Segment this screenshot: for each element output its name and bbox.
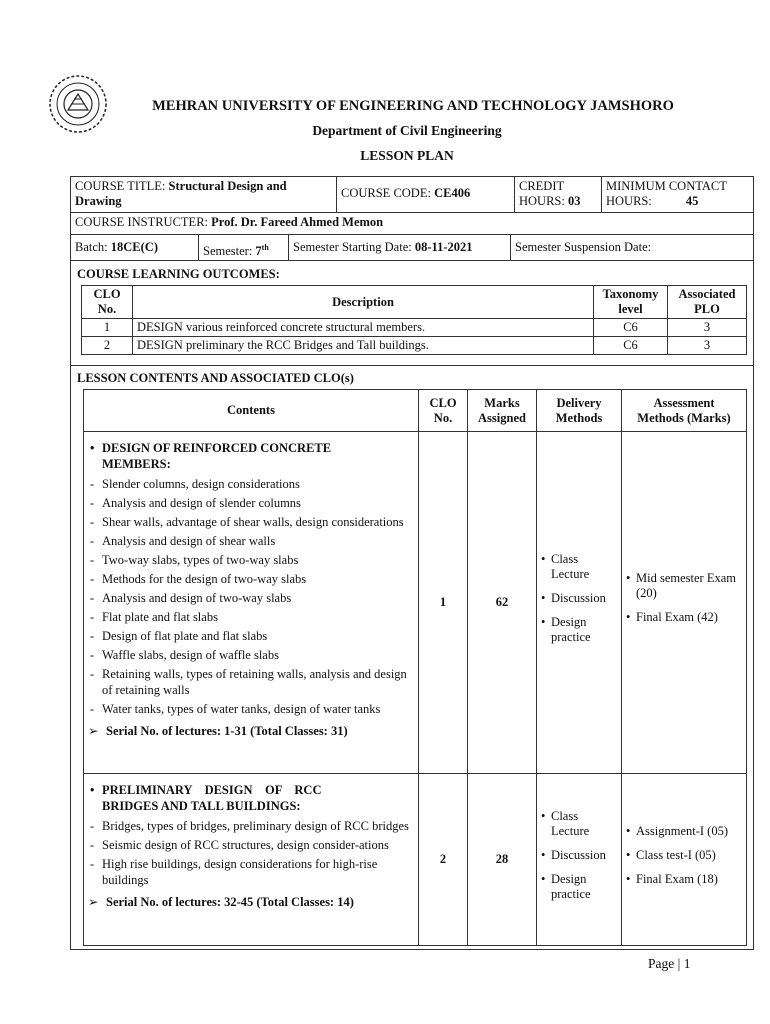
clo-table: [81, 285, 747, 355]
credit-hours-label-line2: HOURS:: [519, 194, 568, 208]
clo-heading: COURSE LEARNING OUTCOMES:: [77, 267, 280, 281]
lesson-items: [88, 476, 414, 717]
page-number: Page | 1: [648, 956, 691, 971]
instructor-row: [71, 213, 753, 235]
marks-header: [468, 390, 537, 432]
clo-row: [82, 337, 747, 355]
course-title-value: Structural Design and: [168, 179, 287, 193]
clo-taxonomy-header-line1: Taxonomy: [602, 287, 659, 301]
document-title: LESSON PLAN: [360, 148, 454, 163]
delivery-method: • Discussion: [541, 848, 617, 863]
clo-row-plo: 3: [668, 319, 747, 337]
lesson-item: - Waffle slabs, design of waffle slabs: [88, 647, 414, 663]
assessment-methods-cell: [622, 432, 747, 774]
lesson-contents-cell: [84, 432, 419, 774]
lesson-item: - Flat plate and flat slabs: [88, 609, 414, 625]
section-marks: 28: [468, 774, 537, 946]
delivery-methods-cell: [537, 774, 622, 946]
course-code-value: CE406: [434, 186, 471, 200]
delivery-header: [537, 390, 622, 432]
lesson-plan-form: [70, 176, 754, 950]
assessment-header-line1: Assessment: [653, 395, 715, 410]
lesson-item: - Analysis and design of shear walls: [88, 533, 414, 549]
assessment-header-line2: Methods (Marks): [637, 410, 731, 425]
lesson-item: - Slender columns, design considerations: [88, 476, 414, 492]
clo-no-col-header: [419, 390, 468, 432]
delivery-methods: [541, 552, 617, 645]
section-clo: 1: [419, 432, 468, 774]
lesson-topic-line2: BRIDGES AND TALL BUILDINGS:: [102, 799, 301, 813]
delivery-methods-cell: [537, 432, 622, 774]
start-date-cell: [289, 235, 511, 260]
assessment-methods: [626, 571, 742, 625]
course-code-cell: [337, 177, 515, 212]
contact-hours-value: 45: [685, 194, 699, 208]
credit-hours-cell: [515, 177, 602, 212]
course-title-cell: [71, 177, 337, 212]
delivery-method: • Class Lecture: [541, 552, 617, 582]
batch-cell: [71, 235, 199, 260]
clo-row-plo: 3: [668, 337, 747, 355]
assessment-method: • Final Exam (18): [626, 872, 742, 887]
clo-taxonomy-header: [594, 286, 668, 319]
lessons-divider: [71, 365, 753, 366]
contact-hours-label: MINIMUM CONTACT: [606, 179, 727, 193]
university-name: MEHRAN UNIVERSITY OF ENGINEERING AND TECHNOLOGY JAMSHORO: [152, 98, 674, 114]
semester-cell: [199, 235, 289, 260]
lesson-section-row: [84, 774, 747, 946]
delivery-methods: [541, 809, 617, 902]
lesson-topic-line1: DESIGN OF REINFORCED CONCRETE: [102, 441, 332, 455]
lesson-item: - Analysis and design of slender columns: [88, 495, 414, 511]
clo-row: [82, 319, 747, 337]
department-name: Department of Civil Engineering: [312, 123, 502, 138]
lesson-item: - Analysis and design of two-way slabs: [88, 590, 414, 606]
contents-header: Contents: [84, 390, 419, 432]
delivery-header-line2: Methods: [555, 410, 603, 425]
lessons-table: [83, 389, 747, 946]
clo-taxonomy-header-line2: level: [618, 302, 643, 316]
batch-label: Batch:: [75, 240, 111, 254]
clo-plo-header-line1: Associated: [678, 287, 736, 301]
course-info-row: [71, 177, 753, 213]
clo-no-col-header-line2: No.: [433, 410, 453, 425]
clo-row-no: 1: [82, 319, 133, 337]
clo-plo-header-line2: PLO: [694, 302, 720, 316]
lesson-items: [88, 818, 414, 888]
clo-row-desc: DESIGN various reinforced concrete structural members.: [133, 319, 594, 337]
semester-value: 7: [255, 244, 262, 259]
clo-row-taxonomy: C6: [594, 337, 668, 355]
clo-no-header: [82, 286, 133, 319]
course-title-value-line2: Drawing: [75, 194, 122, 208]
assessment-method: • Class test-I (05): [626, 848, 742, 863]
clo-no-col-header-line1: CLO: [429, 395, 457, 410]
clo-plo-header: [668, 286, 747, 319]
contact-hours-cell: [602, 177, 753, 212]
lesson-item: - Methods for the design of two-way slabs: [88, 571, 414, 587]
course-title-label: COURSE TITLE:: [75, 179, 169, 193]
marks-header-line1: Marks: [484, 395, 520, 410]
assessment-methods: [626, 824, 742, 887]
lesson-contents-cell: [84, 774, 419, 946]
lesson-section-row: [84, 432, 747, 774]
instructor-label: COURSE INSTRUCTER:: [75, 215, 212, 229]
lesson-item: - Seismic design of RCC structures, design consider-ations: [88, 837, 414, 853]
clo-row-no: 2: [82, 337, 133, 355]
batch-value: 18CE(C): [110, 240, 158, 254]
contact-hours-label-line2: HOURS:: [606, 194, 652, 208]
assessment-method: • Mid semester Exam (20): [626, 571, 742, 601]
lesson-item: - Design of flat plate and flat slabs: [88, 628, 414, 644]
delivery-method: • Design practice: [541, 872, 617, 902]
clo-header-row: [82, 286, 747, 319]
clo-row-desc: DESIGN preliminary the RCC Bridges and Tall buildings.: [133, 337, 594, 355]
lecture-serial: ➢ Serial No. of lectures: 32-45 (Total Classes: 14): [88, 894, 414, 910]
instructor-value: Prof. Dr. Fareed Ahmed Memon: [211, 215, 384, 229]
clo-no-header-line2: No.: [97, 302, 117, 316]
lesson-topic: [88, 440, 414, 472]
lesson-item: - Water tanks, types of water tanks, design of water tanks: [88, 701, 414, 717]
lesson-item: - High rise buildings, design considerations for high-rise buildings: [88, 856, 414, 888]
lecture-serial: ➢ Serial No. of lectures: 1-31 (Total Classes: 31): [88, 723, 414, 739]
course-code-label: COURSE CODE:: [341, 186, 435, 200]
assessment-header: [622, 390, 747, 432]
delivery-method: • Class Lecture: [541, 809, 617, 839]
lesson-item: - Retaining walls, types of retaining walls, analysis and design of retaining walls: [88, 666, 414, 698]
suspension-date-label: Semester Suspension Date:: [515, 240, 652, 254]
semester-label: Semester:: [203, 244, 256, 259]
lesson-topic-line2: MEMBERS:: [102, 457, 171, 471]
delivery-method: • Design practice: [541, 615, 617, 645]
lesson-topic: [88, 782, 414, 814]
clo-no-header-line1: CLO: [93, 287, 121, 301]
lesson-topic-line1: PRELIMINARY DESIGN OF RCC: [102, 783, 322, 797]
lessons-header-row: [84, 390, 747, 432]
suspension-date-cell: [511, 235, 753, 260]
assessment-method: • Final Exam (42): [626, 610, 742, 625]
delivery-method: • Discussion: [541, 591, 617, 606]
instructor-cell: [71, 213, 753, 234]
section-clo: 2: [419, 774, 468, 946]
clo-row-taxonomy: C6: [594, 319, 668, 337]
credit-hours-label: CREDIT: [519, 179, 565, 193]
credit-hours-value: 03: [567, 194, 581, 208]
marks-header-line2: Assigned: [478, 410, 526, 425]
assessment-methods-cell: [622, 774, 747, 946]
lesson-item: - Shear walls, advantage of shear walls, design considerations: [88, 514, 414, 530]
delivery-header-line1: Delivery: [556, 395, 602, 410]
lesson-item: - Two-way slabs, types of two-way slabs: [88, 552, 414, 568]
clo-desc-header: Description: [133, 286, 594, 319]
lessons-heading: LESSON CONTENTS AND ASSOCIATED CLO(s): [77, 371, 354, 385]
section-marks: 62: [468, 432, 537, 774]
start-date-label: Semester Starting Date:: [293, 240, 415, 254]
batch-row: [71, 235, 753, 261]
semester-suffix: th: [261, 243, 269, 252]
start-date-value: 08-11-2021: [414, 240, 473, 254]
lesson-item: - Bridges, types of bridges, preliminary design of RCC bridges: [88, 818, 414, 834]
assessment-method: • Assignment-I (05): [626, 824, 742, 839]
